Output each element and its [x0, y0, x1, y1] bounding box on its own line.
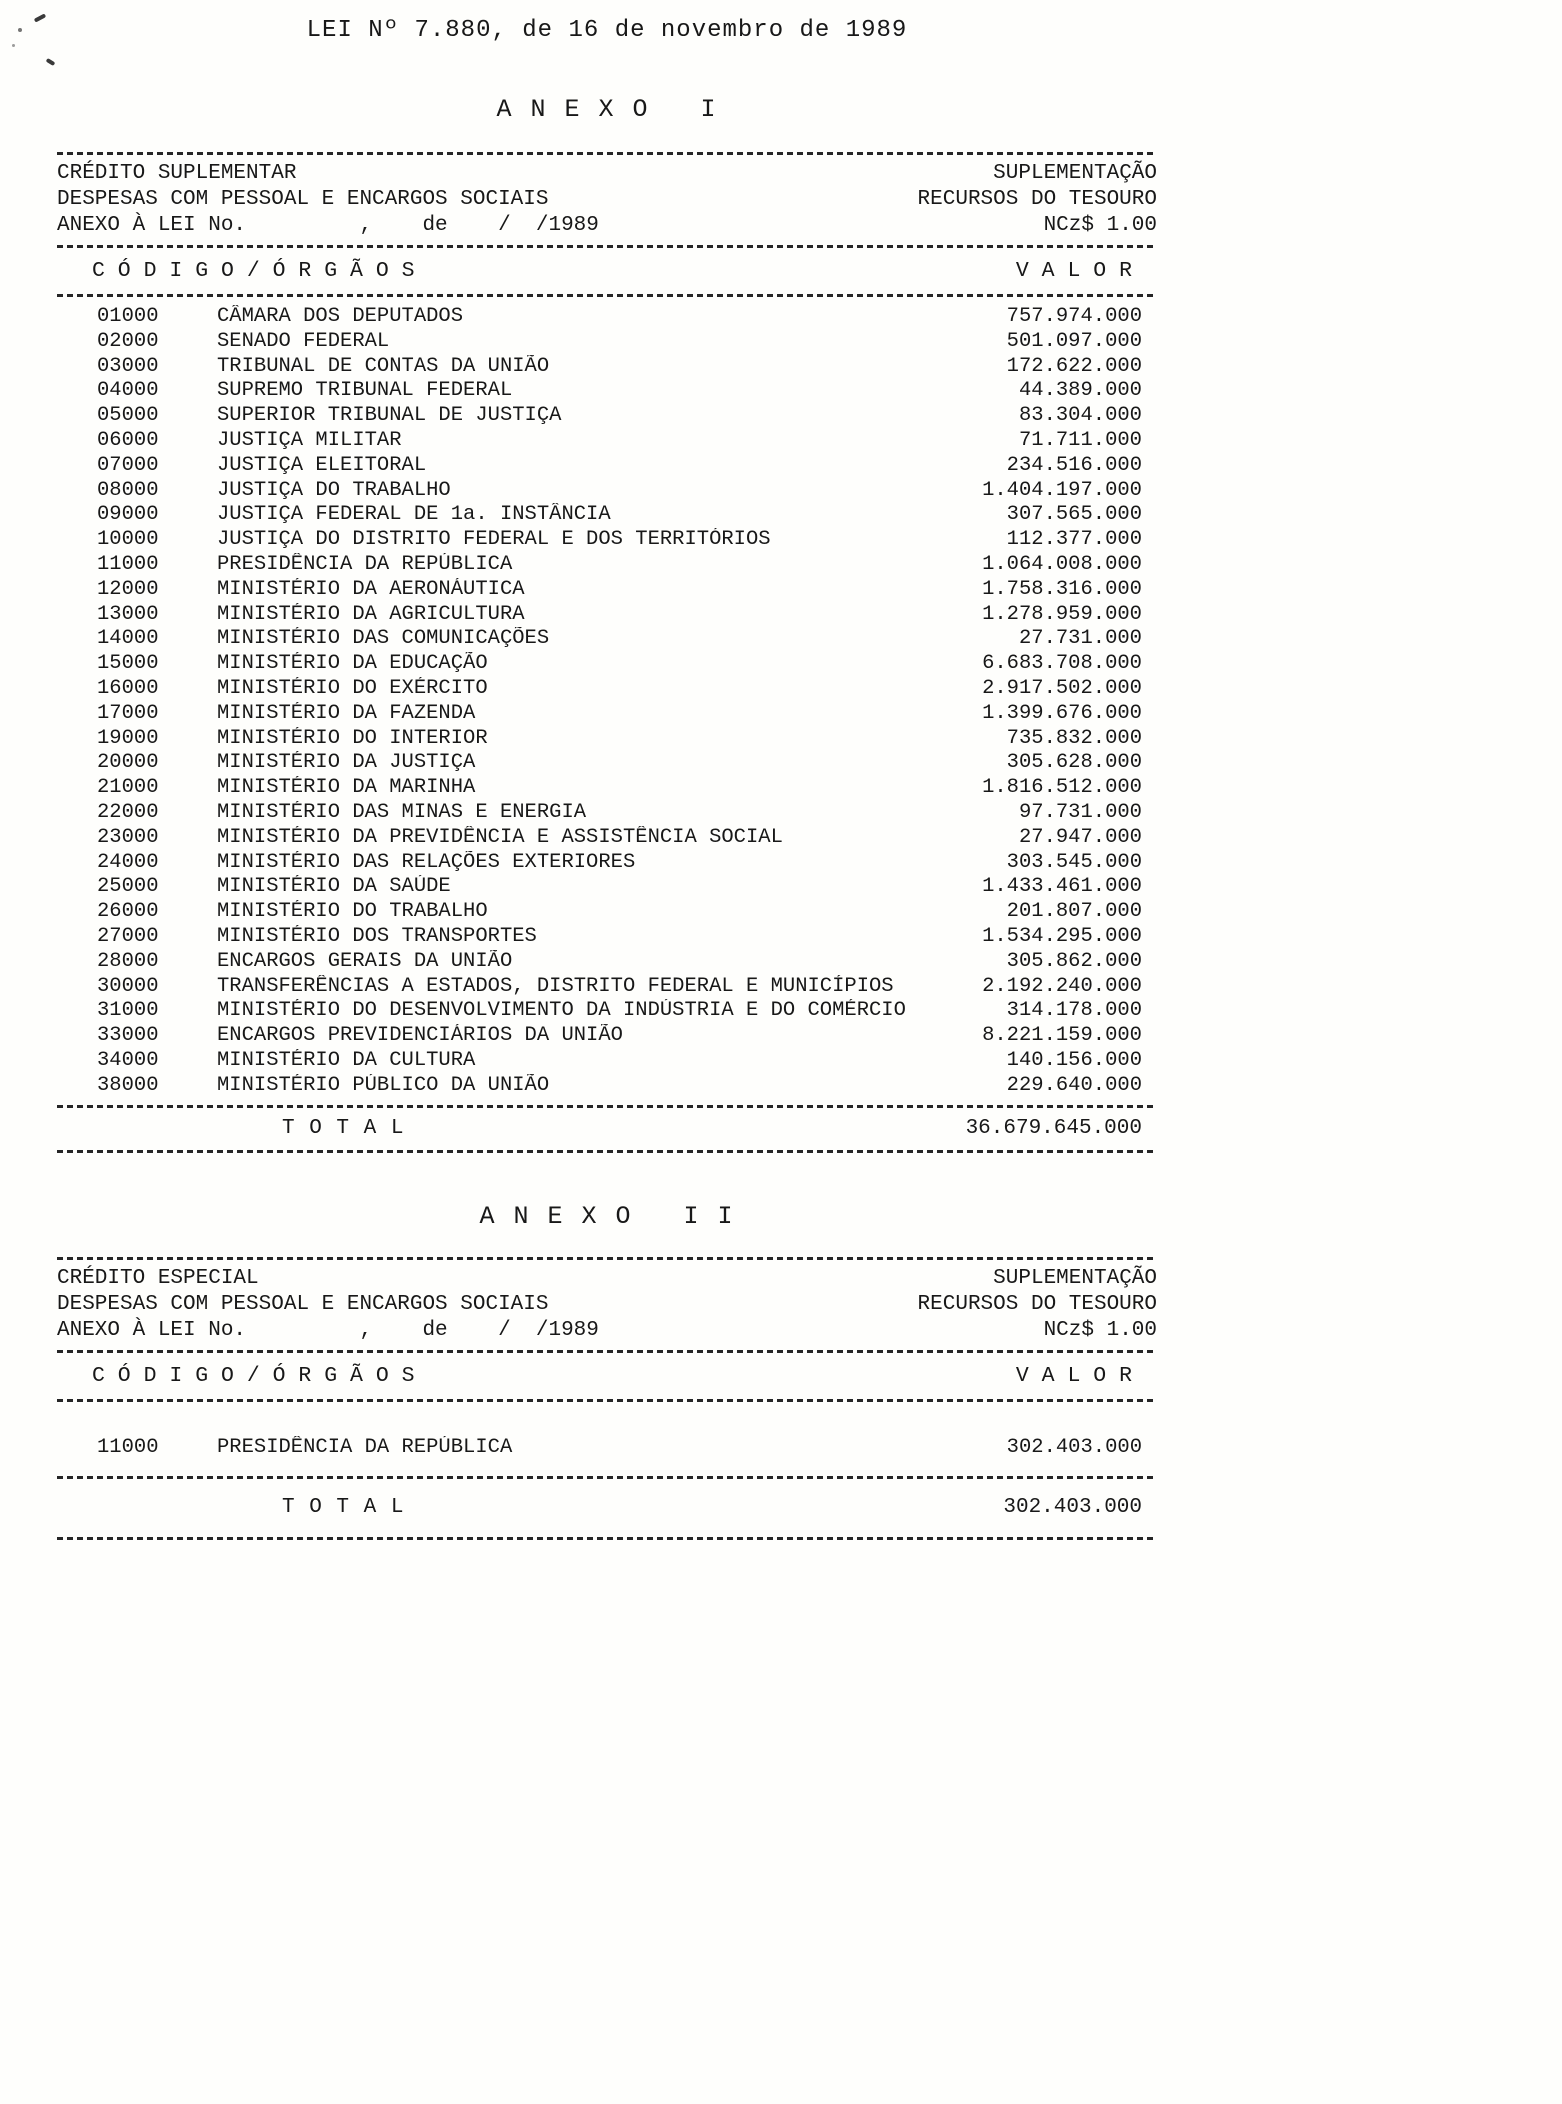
orgao-code: 01000	[97, 305, 159, 328]
orgao-value: 735.832.000	[1006, 726, 1142, 750]
orgao-value: 201.807.000	[1006, 900, 1142, 924]
orgao-value: 307.565.000	[1006, 503, 1142, 527]
table-row	[57, 553, 1157, 578]
lei-ref-label: ANEXO À LEI No. , de / /1989	[57, 214, 599, 237]
table-row	[57, 355, 1157, 380]
orgao-name: SENADO FEDERAL	[217, 329, 390, 353]
orgao-name: SUPERIOR TRIBUNAL DE JUSTIÇA	[217, 404, 562, 428]
orgao-value: 1.433.461.000	[982, 875, 1142, 899]
orgao-value: 305.628.000	[1006, 751, 1142, 775]
table-row	[57, 702, 1157, 727]
orgao-code: 31000	[97, 999, 159, 1023]
table-row	[57, 875, 1157, 900]
orgao-code: 08000	[97, 478, 159, 502]
total-spacer	[57, 1493, 217, 1523]
orgao-code: 23000	[97, 825, 159, 849]
orgao-code: 15000	[97, 652, 159, 676]
orgao-value: 757.974.000	[1006, 305, 1142, 328]
orgao-code: 20000	[97, 751, 159, 775]
table-row	[57, 528, 1157, 553]
anexo-i-column-headers	[57, 254, 1157, 288]
orgao-name: MINISTÉRIO DA AERONÁUTICA	[217, 577, 525, 601]
orgao-code: 30000	[97, 974, 159, 998]
dashed-divider	[57, 294, 1157, 297]
orgao-name: MINISTÉRIO DA SAÚDE	[217, 875, 451, 899]
anexo-ii-column-headers	[57, 1359, 1157, 1393]
orgao-code: 22000	[97, 800, 159, 824]
orgao-code: 09000	[97, 503, 159, 527]
orgao-name: TRANSFERÊNCIAS A ESTADOS, DISTRITO FEDERAL E MUNICÍPIOS	[217, 974, 894, 998]
anexo-ii-header-line-1	[57, 1266, 1157, 1292]
scan-artifact	[12, 44, 15, 47]
orgao-name: JUSTIÇA DO DISTRITO FEDERAL E DOS TERRITÓRIOS	[217, 528, 771, 552]
table-row	[57, 1436, 1157, 1461]
orgao-name: MINISTÉRIO DA JUSTIÇA	[217, 751, 476, 775]
orgao-code: 38000	[97, 1073, 159, 1097]
orgao-value: 44.389.000	[1018, 379, 1142, 403]
total-value: 36.679.645.000	[965, 1116, 1142, 1140]
orgao-name: SUPREMO TRIBUNAL FEDERAL	[217, 379, 513, 403]
table-row	[57, 652, 1157, 677]
orgao-value: 1.278.959.000	[982, 602, 1142, 626]
anexo-ii-header-line-2	[57, 1292, 1157, 1318]
orgao-code: 03000	[97, 354, 159, 378]
table-row	[57, 578, 1157, 603]
table-row	[57, 851, 1157, 876]
table-row	[57, 751, 1157, 776]
dashed-divider	[57, 245, 1157, 248]
orgao-value: 6.683.708.000	[982, 652, 1142, 676]
orgao-name: MINISTÉRIO DO EXÉRCITO	[217, 676, 488, 700]
anexo-ii-heading: A N E X O I I	[479, 1201, 735, 1231]
anexo-ii-total-row	[57, 1493, 1157, 1523]
orgao-code: 17000	[97, 701, 159, 725]
column-valor: V A L O R	[1015, 1363, 1132, 1388]
total-spacer	[57, 1114, 217, 1144]
orgao-name: ENCARGOS GERAIS DA UNIÃO	[217, 949, 513, 973]
orgao-value: 314.178.000	[1006, 999, 1142, 1023]
orgao-name: MINISTÉRIO DA MARINHA	[217, 776, 476, 800]
currency-label: NCz$ 1.00	[1043, 1318, 1157, 1342]
orgao-name: MINISTÉRIO PÚBLICO DA UNIÃO	[217, 1073, 550, 1097]
dashed-divider	[57, 1399, 1157, 1402]
table-row	[57, 305, 1157, 330]
anexo-i-section	[57, 94, 1157, 1153]
orgao-value: 1.064.008.000	[982, 552, 1142, 576]
orgao-name: ENCARGOS PREVIDENCIÁRIOS DA UNIÃO	[217, 1024, 623, 1048]
orgao-name: JUSTIÇA MILITAR	[217, 428, 402, 452]
dashed-divider	[57, 1257, 1157, 1260]
orgao-code: 16000	[97, 676, 159, 700]
orgao-name: MINISTÉRIO DA PREVIDÊNCIA E ASSISTÊNCIA SOCIAL	[217, 825, 783, 849]
table-row	[57, 1024, 1157, 1049]
table-row	[57, 801, 1157, 826]
orgao-name: MINISTÉRIO DOS TRANSPORTES	[217, 924, 537, 948]
anexo-i-total-row	[57, 1114, 1157, 1144]
lei-ref-label: ANEXO À LEI No. , de / /1989	[57, 1318, 599, 1342]
dashed-divider	[57, 1105, 1157, 1108]
document-content	[57, 0, 1157, 1546]
total-label: T O T A L	[282, 1116, 405, 1140]
table-row	[57, 429, 1157, 454]
orgao-name: TRIBUNAL DE CONTAS DA UNIÃO	[217, 354, 550, 378]
orgao-code: 10000	[97, 528, 159, 552]
orgao-name: JUSTIÇA DO TRABALHO	[217, 478, 451, 502]
table-row	[57, 950, 1157, 975]
recursos-label: RECURSOS DO TESOURO	[917, 1292, 1157, 1316]
orgao-code: 33000	[97, 1024, 159, 1048]
table-row	[57, 404, 1157, 429]
orgao-code: 21000	[97, 776, 159, 800]
orgao-value: 2.192.240.000	[982, 974, 1142, 998]
anexo-ii-section	[57, 1201, 1157, 1541]
orgao-value: 172.622.000	[1006, 354, 1142, 378]
column-valor: V A L O R	[1015, 259, 1132, 283]
orgao-name: MINISTÉRIO DA AGRICULTURA	[217, 602, 525, 626]
anexo-i-header-line-3	[57, 213, 1157, 239]
orgao-value: 229.640.000	[1006, 1073, 1142, 1097]
orgao-value: 112.377.000	[1006, 528, 1142, 552]
despesas-label: DESPESAS COM PESSOAL E ENCARGOS SOCIAIS	[57, 188, 549, 211]
orgao-name: MINISTÉRIO DA EDUCAÇÃO	[217, 652, 488, 676]
table-row	[57, 727, 1157, 752]
orgao-code: 19000	[97, 726, 159, 750]
scan-artifact	[46, 58, 56, 66]
orgao-name: MINISTÉRIO DAS COMUNICAÇÕES	[217, 627, 550, 651]
orgao-value: 302.403.000	[1006, 1435, 1142, 1459]
orgao-value: 1.534.295.000	[982, 924, 1142, 948]
law-title: LEI Nº 7.880, de 16 de novembro de 1989	[306, 17, 908, 44]
orgao-name: MINISTÉRIO DO TRABALHO	[217, 900, 488, 924]
anexo-i-header-line-2	[57, 187, 1157, 213]
table-row	[57, 975, 1157, 1000]
anexo-ii-table	[57, 1436, 1157, 1461]
dashed-divider	[57, 1476, 1157, 1479]
orgao-name: PRESIDÊNCIA DA REPÚBLICA	[217, 552, 513, 576]
table-row	[57, 677, 1157, 702]
anexo-ii-header-line-3	[57, 1318, 1157, 1344]
table-row	[57, 603, 1157, 628]
table-row	[57, 999, 1157, 1024]
dashed-divider	[57, 1350, 1157, 1353]
table-row	[57, 776, 1157, 801]
scan-artifact	[34, 13, 46, 22]
orgao-value: 27.947.000	[1018, 825, 1142, 849]
credit-type-label: CRÉDITO ESPECIAL	[57, 1266, 259, 1290]
orgao-code: 28000	[97, 949, 159, 973]
column-codigo-orgaos: C Ó D I G O / Ó R G Ã O S	[92, 259, 415, 283]
total-value: 302.403.000	[1003, 1496, 1142, 1520]
column-codigo-orgaos: C Ó D I G O / Ó R G Ã O S	[92, 1363, 415, 1388]
orgao-value: 83.304.000	[1018, 404, 1142, 428]
orgao-name: MINISTÉRIO DO DESENVOLVIMENTO DA INDÚSTRIA E DO COMÉRCIO	[217, 999, 906, 1023]
table-row	[57, 826, 1157, 851]
orgao-code: 05000	[97, 404, 159, 428]
orgao-name: MINISTÉRIO DAS MINAS E ENERGIA	[217, 800, 587, 824]
orgao-code: 02000	[97, 329, 159, 353]
orgao-value: 27.731.000	[1018, 627, 1142, 651]
orgao-code: 06000	[97, 428, 159, 452]
dashed-divider	[57, 1150, 1157, 1153]
anexo-i-heading: A N E X O I	[496, 95, 718, 124]
currency-label: NCz$ 1.00	[1043, 214, 1157, 237]
recursos-label: RECURSOS DO TESOURO	[917, 188, 1157, 211]
scan-artifact	[18, 28, 22, 32]
credit-type-label: CRÉDITO SUPLEMENTAR	[57, 162, 297, 185]
orgao-name: PRESIDÊNCIA DA REPÚBLICA	[217, 1435, 513, 1459]
orgao-name: MINISTÉRIO DAS RELAÇÕES EXTERIORES	[217, 850, 636, 874]
orgao-value: 1.404.197.000	[982, 478, 1142, 502]
orgao-name: MINISTÉRIO DO INTERIOR	[217, 726, 488, 750]
orgao-value: 234.516.000	[1006, 453, 1142, 477]
orgao-code: 04000	[97, 379, 159, 403]
orgao-value: 97.731.000	[1018, 800, 1142, 824]
table-row	[57, 503, 1157, 528]
table-row	[57, 479, 1157, 504]
total-label: T O T A L	[282, 1496, 405, 1520]
orgao-code: 11000	[97, 1435, 159, 1459]
table-row	[57, 330, 1157, 355]
orgao-value: 303.545.000	[1006, 850, 1142, 874]
orgao-name: MINISTÉRIO DA CULTURA	[217, 1048, 476, 1072]
orgao-code: 26000	[97, 900, 159, 924]
orgao-name: JUSTIÇA ELEITORAL	[217, 453, 427, 477]
orgao-value: 71.711.000	[1018, 428, 1142, 452]
orgao-value: 501.097.000	[1006, 329, 1142, 353]
orgao-name: JUSTIÇA FEDERAL DE 1a. INSTÂNCIA	[217, 503, 611, 527]
orgao-code: 27000	[97, 924, 159, 948]
orgao-code: 14000	[97, 627, 159, 651]
orgao-name: CÂMARA DOS DEPUTADOS	[217, 305, 464, 328]
orgao-value: 2.917.502.000	[982, 676, 1142, 700]
orgao-code: 07000	[97, 453, 159, 477]
dashed-divider	[57, 1537, 1157, 1540]
orgao-value: 305.862.000	[1006, 949, 1142, 973]
orgao-code: 24000	[97, 850, 159, 874]
table-row	[57, 627, 1157, 652]
orgao-value: 1.758.316.000	[982, 577, 1142, 601]
table-row	[57, 925, 1157, 950]
orgao-name: MINISTÉRIO DA FAZENDA	[217, 701, 476, 725]
orgao-value: 1.816.512.000	[982, 776, 1142, 800]
anexo-i-table	[57, 305, 1157, 1099]
orgao-code: 12000	[97, 577, 159, 601]
table-row	[57, 1049, 1157, 1074]
anexo-i-header-line-1	[57, 161, 1157, 187]
orgao-code: 13000	[97, 602, 159, 626]
table-row	[57, 379, 1157, 404]
orgao-code: 11000	[97, 552, 159, 576]
orgao-value: 140.156.000	[1006, 1048, 1142, 1072]
suplementacao-label: SUPLEMENTAÇÃO	[993, 1266, 1157, 1290]
despesas-label: DESPESAS COM PESSOAL E ENCARGOS SOCIAIS	[57, 1292, 549, 1316]
orgao-code: 25000	[97, 875, 159, 899]
table-row	[57, 454, 1157, 479]
orgao-value: 1.399.676.000	[982, 701, 1142, 725]
orgao-code: 34000	[97, 1048, 159, 1072]
orgao-value: 8.221.159.000	[982, 1024, 1142, 1048]
dashed-divider	[57, 152, 1157, 155]
suplementacao-label: SUPLEMENTAÇÃO	[993, 162, 1157, 185]
table-row	[57, 1074, 1157, 1099]
table-row	[57, 900, 1157, 925]
